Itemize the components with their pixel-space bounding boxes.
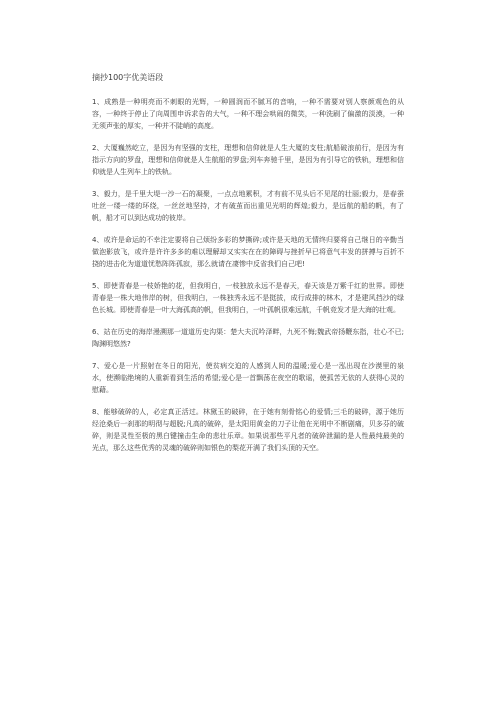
paragraph-5: 5、即使青春是一枝娇艳的花，但我明白，一枝独放永远不是春天，春天该是万紫千红的世界。即使青春是一株大地伟岸的树，但我明白，一株独秀永远不是挺拔，成行成排的林木，才是建风挡沙的绿色长城。即使青春是一叶大海孤高的帆，但我明白，一叶孤帆很难远航，千帆竞发才是大海的壮观。 (92, 282, 404, 314)
paragraph-2: 2、大厦巍然屹立，是因为有坚强的支柱，理想和信仰就是人生大厦的支柱;航船破浪前行，是因为有指示方向的罗盘，理想和信仰就是人生航船的罗盘;列车奔驰千里，是因为有引导它的铁轨，理想和信仰就是人生列车上的铁轨。 (92, 144, 404, 176)
document-title: 摘抄100字优美语段 (92, 73, 164, 82)
paragraph-4: 4、或许是命运的不幸注定要将自己烦纷多彩的梦撕碎;或许是天地的无情终归要将自己继日的辛勤当做泡影放飞，或许是许许多多的难以理解却又实实在在的障碍与挫折早已将意气丰发的拼搏与百折不挠的进击化为道道忧愁阵阵孤寂，那么就请在凄惨中反省我们自己吧! (92, 236, 404, 268)
paragraph-1: 1、成熟是一种明亮而不刺眼的光辉，一种圆润而不腻耳的音响，一种不需要对别人察颜观色的从容，一种终于停止了向周围申诉求告的大气，一种不理会哄闹的微笑，一种洗刷了偏激的淡漠，一种无须声张的厚实，一种并不陡峭的高度。 (92, 98, 404, 130)
paragraph-6: 6、站在历史的海岸漫溯那一道道历史沟渠：楚大夫沉吟泽畔，九死不悔;魏武帝扬鞭东指，壮心不已;陶渊明悠然? (92, 328, 404, 348)
document-body (92, 96, 404, 464)
paragraph-8: 8、能够破碎的人，必定真正活过。林黛玉的破碎，在于她有刻骨铭心的爱情;三毛的破碎，源于她历经沧桑后一刹那的明彻与超脱;凡高的破碎，是太阳用黄金的刀子让他在光明中不断剧痛，贝多芬的破碎，则是灵性至极的黑白键撞击生命的悲壮乐章。如果说那些平凡者的破碎泄漏的是人性最纯最美的光点，那么这些优秀的灵魂的破碎则如银色的梨花开满了我们头顶的天空。 (92, 408, 404, 452)
paragraph-7: 7、爱心是一片照射在冬日的阳光，使贫病交迫的人感到人间的温暖;爱心是一泓出现在沙漠里的泉水，使濒临绝境的人重新看到生活的希望;爱心是一首飘荡在夜空的歌谣，使孤苦无依的人获得心灵的慰藉。 (92, 362, 404, 394)
paragraph-3: 3、毅力，是千里大堤一沙一石的凝聚，一点点地累积，才有前不见头后不见尾的壮丽;毅力，是春蚕吐丝一缕一缕的环绕，一丝丝地坚持，才有破茧而出重见光明的辉煌;毅力，是远航的船的帆，有了帆，船才可以到达成功的彼岸。 (92, 190, 404, 222)
